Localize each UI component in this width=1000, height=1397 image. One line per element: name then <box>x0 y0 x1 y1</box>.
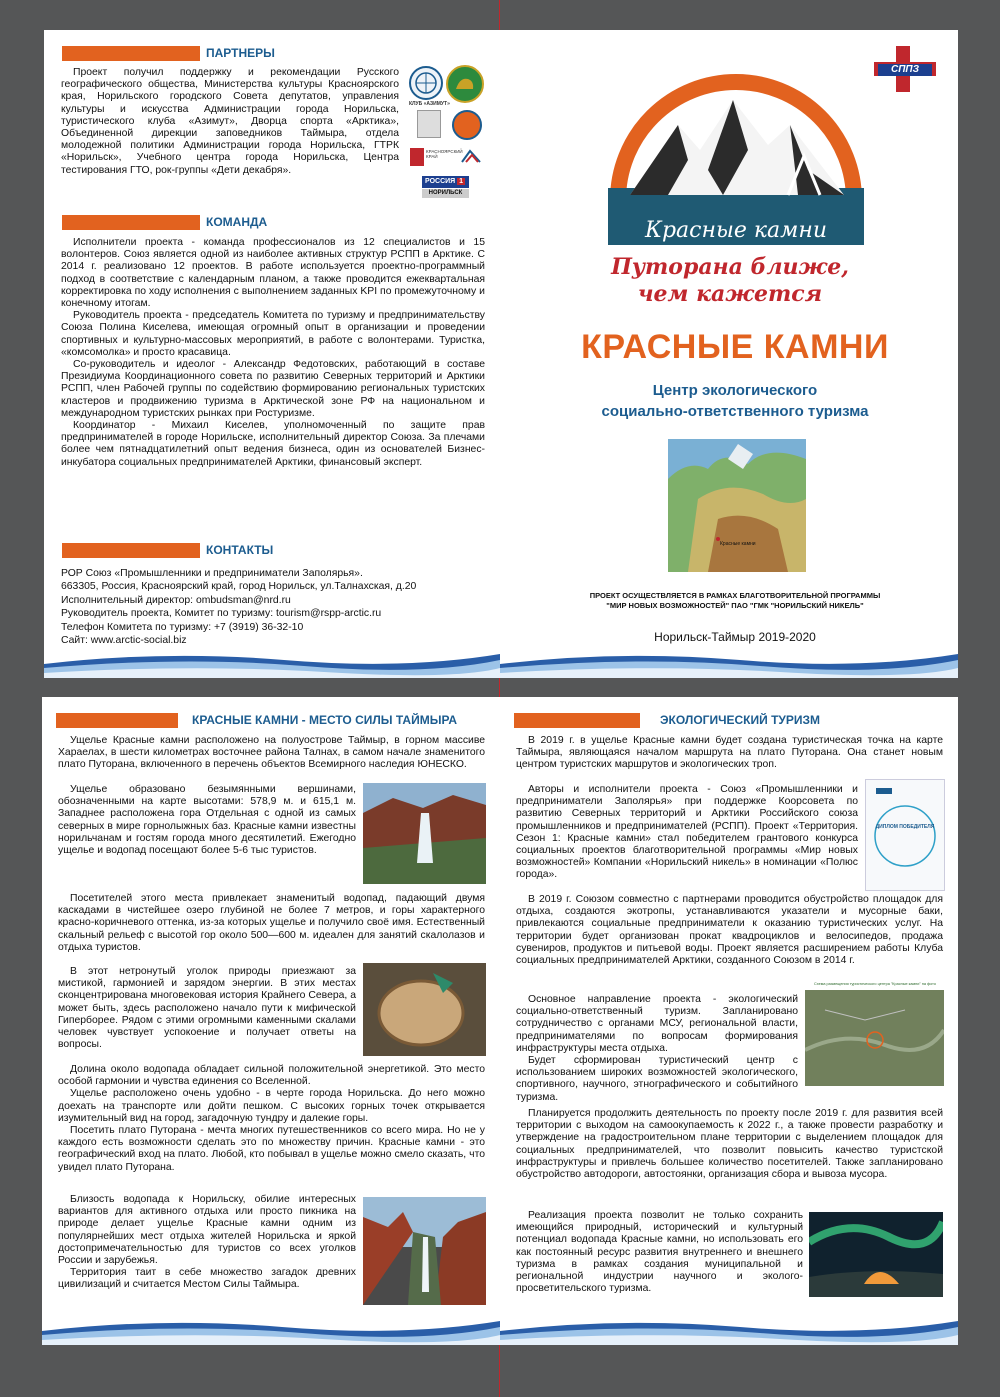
section-bar <box>62 215 200 230</box>
subtitle-line: социально-ответственного туризма <box>601 403 869 420</box>
body-paragraph: Планируется продолжить деятельность по проекту после 2019 г. для развития всей территории с выходом на самоокупаемость к 2022 г., а также провести разработку и утверждение на градостроительном плане территории с выделением площадок для социальных предпринимателей, что позволит повысить качество туристской инфраструктуры и привлечь большее количество посетителей. Также запланировано обустройство автодороги, автостоянки, организация сбора и вывоза мусора. <box>516 1108 943 1181</box>
body-paragraph: В этот нетронутый уголок природы приезжают за мистикой, гармонией и зарядом энергии. В этих местах сконцентрирована многовековая история Крайнего Севера, а может быть, здесь расположено начало пути к мифической Гиперборее. Рядом с этими огромными каменными скалами человек чувствует успокоение и получает ответы на вопросы. <box>58 966 356 1051</box>
partners-text <box>61 67 399 177</box>
body-paragraph: Посетителей этого места привлекает знаменитый водопад, падающий двумя каскадами в чистейшее озеро глубиной не более 7 метров, и горы характерного красно-коричневого оттенка, из-за которых ущелье и получило своё имя. Естественный скальный рельеф с высотой гор около 500—600 м. идеален для занятий скалолазов и отдыха туристов. <box>58 893 485 953</box>
body-paragraph: Посетить плато Путорана - мечта многих путешественников со всего мира. Но не у каждого есть возможности сделать это по множеству причин. Красные камни - это географический вход на плато. Любой, кто побывал в ущелье можно смело сказать, что увидел плато Путорана. <box>58 1125 485 1173</box>
shaman-drum-photo <box>363 963 486 1056</box>
contact-line: Исполнительный директор: ombudsman@nrd.ru <box>61 594 291 606</box>
canyon-photo <box>363 1197 486 1305</box>
krasnoyarsk-emblem <box>410 148 424 166</box>
subtitle-line: Центр экологического <box>652 382 818 399</box>
gto-logo <box>460 148 482 166</box>
site-map-caption: Схема размещения туристического центра "Красные камни" на фото <box>814 982 936 986</box>
section-title-contacts: КОНТАКТЫ <box>206 543 274 557</box>
section-title-eco-tourism: ЭКОЛОГИЧЕСКИЙ ТУРИЗМ <box>660 713 821 727</box>
section-title-partners: ПАРТНЕРЫ <box>206 46 275 60</box>
sppz-logo <box>874 46 936 92</box>
contact-line: Руководитель проекта, Комитет по туризму: tourism@rspp-arctic.ru <box>61 608 382 620</box>
page-eco-tourism <box>500 697 958 1345</box>
section-bar <box>62 46 200 61</box>
bottom-wave-decoration <box>500 1311 958 1345</box>
body-paragraph: Реализация проекта позволит не только сохранить имеющийся природный, исторический и культурный потенциал водопада Красные камни, но использовать его как постоянный ресурс развития внутреннего и внешнего туризма в рамках создания муниципальной и региональной индустрии научного и эколого-просветительского туризма. <box>516 1210 803 1295</box>
page-place-of-power <box>42 697 500 1345</box>
krasnye-kamni-emblem <box>608 70 864 245</box>
main-title: КРАСНЫЕ КАМНИ <box>581 328 889 366</box>
body-paragraph: Авторы и исполнители проекта - Союз «Промышленники и предприниматели Заполярья» при поддержке Коорсовета по развитию Северных территорий и Арктики Российского союза промышленников и предпринимателей (РСПП). Проект «Территория. Сезон 1: Красные камни» стал победителем грантового конкурса социальных проектов благотворительной программы «Мир новых возможностей» Компании «Норильский никель» в номинации «Полюс города». <box>516 784 858 881</box>
reserve-logo <box>417 110 441 138</box>
rossiya-logo <box>422 176 469 188</box>
peaks-text <box>58 784 356 857</box>
contact-line: Сайт: www.arctic-social.biz <box>61 635 187 647</box>
rossiya-number: 1 <box>459 178 464 185</box>
direction-text <box>516 994 798 1104</box>
proximity-text <box>58 1194 356 1292</box>
bottom-wave-decoration <box>42 1311 500 1345</box>
taimyr-map-image <box>668 439 806 572</box>
section-bar <box>62 543 200 558</box>
rossiya-label: РОССИЯ <box>425 178 456 185</box>
body-paragraph: Будет сформирован туристический центр с использованием широких возможностей экологического, спортивного, научного, этнографического и событийного туризма. <box>516 1055 798 1103</box>
ministry-culture-logo <box>446 65 484 103</box>
rgo-logo <box>409 66 443 100</box>
mystic-text <box>58 966 356 1051</box>
norilsk-logo: НОРИЛЬСК <box>422 189 469 198</box>
body-paragraph: В 2019 г. в ущелье Красные камни будет создана туристическая точка на карте Таймыра, являющаяся началом маршрута на плато Путорана. Она станет новым центром туристских маршрутов и экологических троп. <box>516 735 943 771</box>
slogan <box>590 254 870 308</box>
slogan-line: чем кажется <box>637 281 823 307</box>
eco-intro-text <box>516 735 943 772</box>
team-text <box>61 237 485 469</box>
section-header-eco-tourism <box>514 713 954 728</box>
body-paragraph: Основное направление проекта - экологический социально-ответственный туризм. Запланировано сотрудничество с органами МСУ, региональной власти, предпринимателями по вопросам формирования инфраструктуры места отдыха. <box>516 994 798 1054</box>
body-paragraph: Ущелье Красные камни расположено на полуострове Таймыр, в горном массиве Хараелах, в шести километрах восточнее района Талнах, в самом начале знаменитого плато Путорана, включенного в перечень объектов Всемирного наследия ЮНЕСКО. <box>58 735 485 771</box>
diploma-label: ДИПЛОМ ПОБЕДИТЕЛЯ <box>875 824 935 830</box>
program-line: "МИР НОВЫХ ВОЗМОЖНОСТЕЙ" ПАО "ГМК "НОРИЛЬСКИЙ НИКЕЛЬ" <box>606 601 864 610</box>
body-paragraph: Долина около водопада обладает сильной положительной энергетикой. Это место особой гармонии и чувства единения со Вселенной. <box>58 1064 485 1088</box>
page-partners-team-contacts <box>44 30 500 678</box>
body-paragraph: Ущелье расположено очень удобно - в черте города Норильска. До него можно доехать на транспорте или дойти пешком. С высоких горных точек открывается изумительный вид на город, загадочную тундру и далекие горы. <box>58 1088 485 1124</box>
activities-text <box>516 894 943 967</box>
cover-subtitle <box>540 380 930 422</box>
sppz-logo-text: СППЗ <box>890 64 920 75</box>
program-line: ПРОЕКТ ОСУЩЕСТВЛЯЕТСЯ В РАМКАХ БЛАГОТВОРИТЕЛЬНОЙ ПРОГРАММЫ <box>589 591 881 600</box>
section-title-place-of-power: КРАСНЫЕ КАМНИ - МЕСТО СИЛЫ ТАЙМЫРА <box>192 713 458 727</box>
body-paragraph: Ущелье образовано безымянными вершинами, обозначенными на карте высотами: 578,9 м. и 615,1 м. Западнее расположена гора Отдельная с одной из самых северных в мире горнолыжных баз. Красные камни известны норильчанам и гостям города много десятилетий. Ежегодно ущелье и водопад посещают более 5-6 тыс туристов. <box>58 784 356 857</box>
bottom-wave-decoration <box>44 644 500 678</box>
canyon-waterfall-photo <box>363 783 486 884</box>
contact-line: РОР Союз «Промышленники и предприниматели Заполярья». <box>61 568 363 579</box>
body-paragraph: Территория таит в себе множество загадок древних цивилизаций и считается Местом Силы Таймыра. <box>58 1267 356 1291</box>
team-paragraph: Координатор - Михаил Киселев, уполномоченный по защите прав предпринимателей в городе Норильске, исполнительный директор Союза. За плечами более чем пятнадцатилетний опыт ведения бизнеса, один из основателей Бизнес-инкубатора социальных предпринимателей Арктики, финансовый эксперт. <box>61 420 485 468</box>
section-bar <box>514 713 640 728</box>
team-paragraph: Исполнители проекта - команда профессионалов из 12 специалистов и 15 волонтеров. Союз является одной из наиболее активных структур РСПП в Арктике. С 2014 г. реализовано 12 проектов. В работе используется проектно-программный подход в соответствие с календарным планом, а также проводится ежеквартальная корректировка по ходу исполнения с выполнением заданных KPI по промежуточному и конечному итогам. <box>61 237 485 310</box>
aurora-tent-photo <box>809 1212 943 1297</box>
site-aerial-map <box>805 990 944 1086</box>
body-paragraph: В 2019 г. Союзом совместно с партнерами проводится обустройство площадок для отдыха, создаются экотропы, устанавливаются указатели и мусорные баки, привлекаются социальные предприниматели к оказанию туристических услуг. На территории будет организован прокат квадроциклов и велосипедов, продажа сувениров, продуктов и питьевой воды. Проект является расширением работы Клуба социальных предпринимателей Арктики, созданного Союзом в 2014 г. <box>516 894 943 967</box>
authors-text <box>516 784 858 882</box>
contacts-list <box>61 567 485 647</box>
krasnoyarsk-label: КРАСНОЯРСКИЙ КРАЙ <box>426 149 463 159</box>
place-year: Норильск-Таймыр 2019-2020 <box>654 630 816 644</box>
bottom-wave-decoration <box>500 644 958 678</box>
outcome-text <box>516 1210 803 1295</box>
energy-location-plateau-text <box>58 1064 485 1174</box>
winner-diploma-image <box>865 779 945 891</box>
plans-text <box>516 1108 943 1181</box>
section-header-team <box>62 215 482 230</box>
team-paragraph: Руководитель проекта - председатель Комитета по туризму и предпринимательству Союза Полина Киселева, имеющая огромный опыт в организации и проведении спортивных и культурно-массовых мероприятий, в работе с волонтерами. Туристка, «комсомолка» и просто красавица. <box>61 310 485 358</box>
waterfall-text <box>58 893 485 954</box>
map-label: Красные камни <box>720 541 756 547</box>
slogan-line: Путорана ближе, <box>611 254 849 280</box>
contact-line: Телефон Комитета по туризму: +7 (3919) 36-32-10 <box>61 621 304 633</box>
program-note <box>540 591 930 611</box>
section-bar <box>56 713 178 728</box>
contact-line: 663305, Россия, Красноярский край, город Норильск, ул.Талнахская, д.20 <box>61 581 417 593</box>
section-header-contacts <box>62 543 482 558</box>
body-paragraph: Близость водопада к Норильску, обилие интересных вариантов для активного отдыха или просто пикника на природе делает ущелье Красные камни одним из популярнейших мест отдыха жителей Норильска и яркой достопримечательностью для туристов со всех уголков России и зарубежья. <box>58 1194 356 1267</box>
page-cover <box>500 30 958 678</box>
section-title-team: КОМАНДА <box>206 215 268 229</box>
azimut-logo-label: КЛУБ «АЗИМУТ» <box>409 101 450 107</box>
section-header-place-of-power <box>56 713 496 728</box>
intro-text <box>58 735 485 772</box>
emblem-script-title: Красные камни <box>644 218 828 243</box>
sport-palace-logo <box>452 110 482 140</box>
partners-paragraph: Проект получил поддержку и рекомендации Русского географического общества, Министерства культуры Красноярского края, Норильского городского Совета депутатов, управления культуры и искусства Администрации города Норильска, туристического клуба «Азимут», Дворца спорта «Арктика», Объединенной дирекции заповедников Таймыра, отдела молодежной политики Администрации города Норильска, ГТРК «Норильск», Учебного центра города Норильска, Центра тестирования ГТО, рок-группы «Дети декабря». <box>61 67 399 176</box>
section-header-partners <box>62 46 482 61</box>
team-paragraph: Со-руководитель и идеолог - Александр Федотовских, работающий в составе Президиума Координационного совета по развитию Северных территорий и Арктики РСПП, член Рабочей группы по содействию формированию региональных туристских кластеров и продвижению туризма в Арктической зоне РФ на национальном и международном туристских рынках при Ростуризме. <box>61 359 485 419</box>
